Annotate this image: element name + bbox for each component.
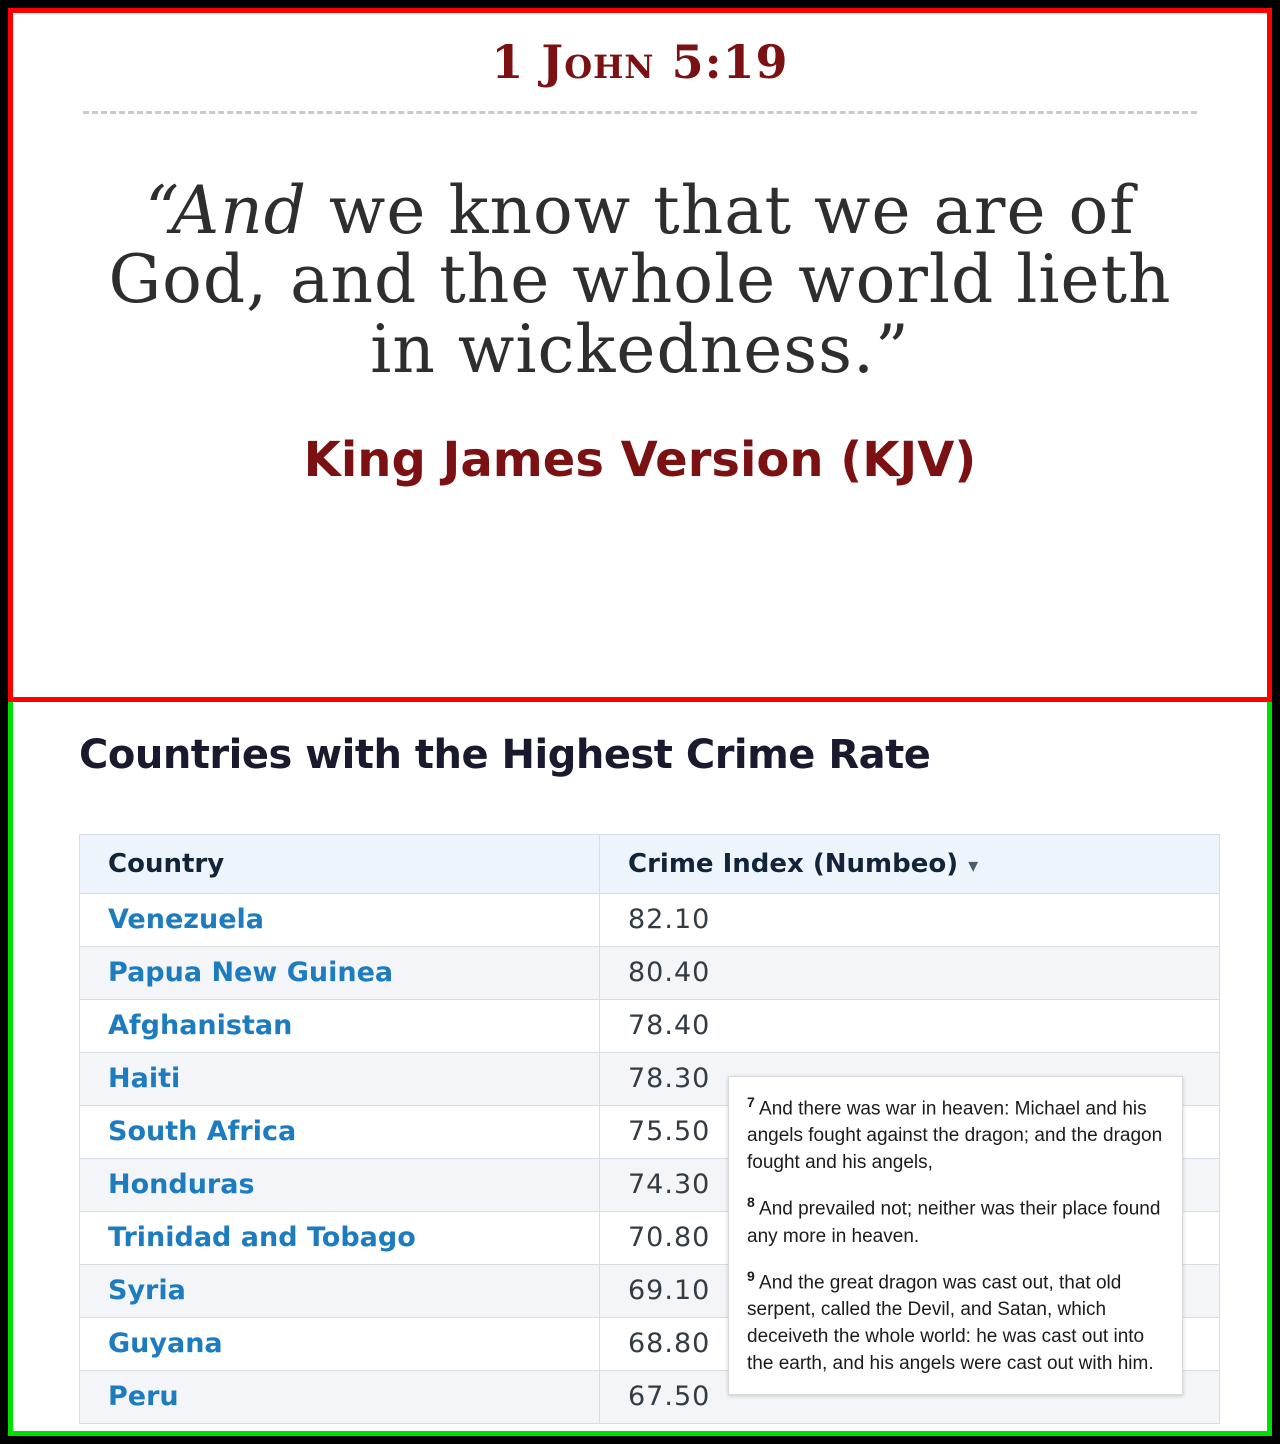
crime-index-cell: 74.30 <box>600 1159 1220 1212</box>
verse-text-rest: we know that we are of God, and the whole world lieth in wickedness.” <box>108 172 1172 388</box>
table-row[interactable] <box>80 947 1220 1000</box>
verse-number: 7 <box>747 1094 755 1110</box>
table-header-row <box>80 835 1220 894</box>
verse-reference: 1 John 5:19 <box>491 35 789 89</box>
verse-text-lead: “And <box>145 172 307 249</box>
crime-index-cell: 69.10 <box>600 1265 1220 1318</box>
crime-index-cell: 68.80 <box>600 1318 1220 1371</box>
table-row[interactable] <box>80 894 1220 947</box>
crime-index-cell: 75.50 <box>600 1106 1220 1159</box>
crime-index-cell: 78.30 <box>600 1053 1220 1106</box>
column-header-crime-index[interactable] <box>600 835 1220 894</box>
verse-panel <box>8 8 1272 702</box>
country-cell[interactable]: Venezuela <box>80 894 600 947</box>
verse-version: King James Version (KJV) <box>303 431 977 488</box>
country-cell[interactable]: Guyana <box>80 1318 600 1371</box>
crime-index-cell: 80.40 <box>600 947 1220 1000</box>
column-header-crime-index-label: Crime Index (Numbeo) <box>628 849 959 879</box>
verse-body: And the great dragon was cast out, that old serpent, called the Devil, and Satan, which deceiveth the whole world: he was cast out into the earth, and his angels were cast out with him. <box>747 1271 1154 1374</box>
country-cell[interactable]: Trinidad and Tobago <box>80 1212 600 1265</box>
popup-verse <box>747 1193 1164 1250</box>
divider <box>83 111 1197 114</box>
column-header-country[interactable] <box>80 835 600 894</box>
country-cell[interactable]: Haiti <box>80 1053 600 1106</box>
verse-number: 8 <box>747 1194 755 1211</box>
crime-index-cell: 67.50 <box>600 1371 1220 1424</box>
crime-index-cell: 82.10 <box>600 894 1220 947</box>
popup-verse <box>747 1267 1164 1378</box>
crime-index-cell: 70.80 <box>600 1212 1220 1265</box>
country-cell[interactable]: Peru <box>80 1371 600 1424</box>
popup-verse <box>747 1093 1164 1177</box>
page-title: Countries with the Highest Crime Rate <box>79 732 931 778</box>
verse-body: And prevailed not; neither was their place found any more in heaven. <box>747 1198 1161 1247</box>
country-cell[interactable]: Honduras <box>80 1159 600 1212</box>
verse-body: And there was war in heaven: Michael and his angels fought against the dragon; and the dragon fought and his angels, <box>747 1098 1163 1174</box>
crime-index-cell: 78.40 <box>600 1000 1220 1053</box>
verse-text <box>43 172 1237 388</box>
scripture-popup <box>728 1076 1183 1395</box>
country-cell[interactable]: Syria <box>80 1265 600 1318</box>
verse-number: 9 <box>747 1267 755 1284</box>
country-cell[interactable]: South Africa <box>80 1106 600 1159</box>
table-row[interactable] <box>80 1000 1220 1053</box>
column-header-country-label: Country <box>108 849 225 879</box>
country-cell[interactable]: Afghanistan <box>80 1000 600 1053</box>
country-cell[interactable]: Papua New Guinea <box>80 947 600 1000</box>
chevron-down-icon[interactable]: ▾ <box>968 853 979 877</box>
